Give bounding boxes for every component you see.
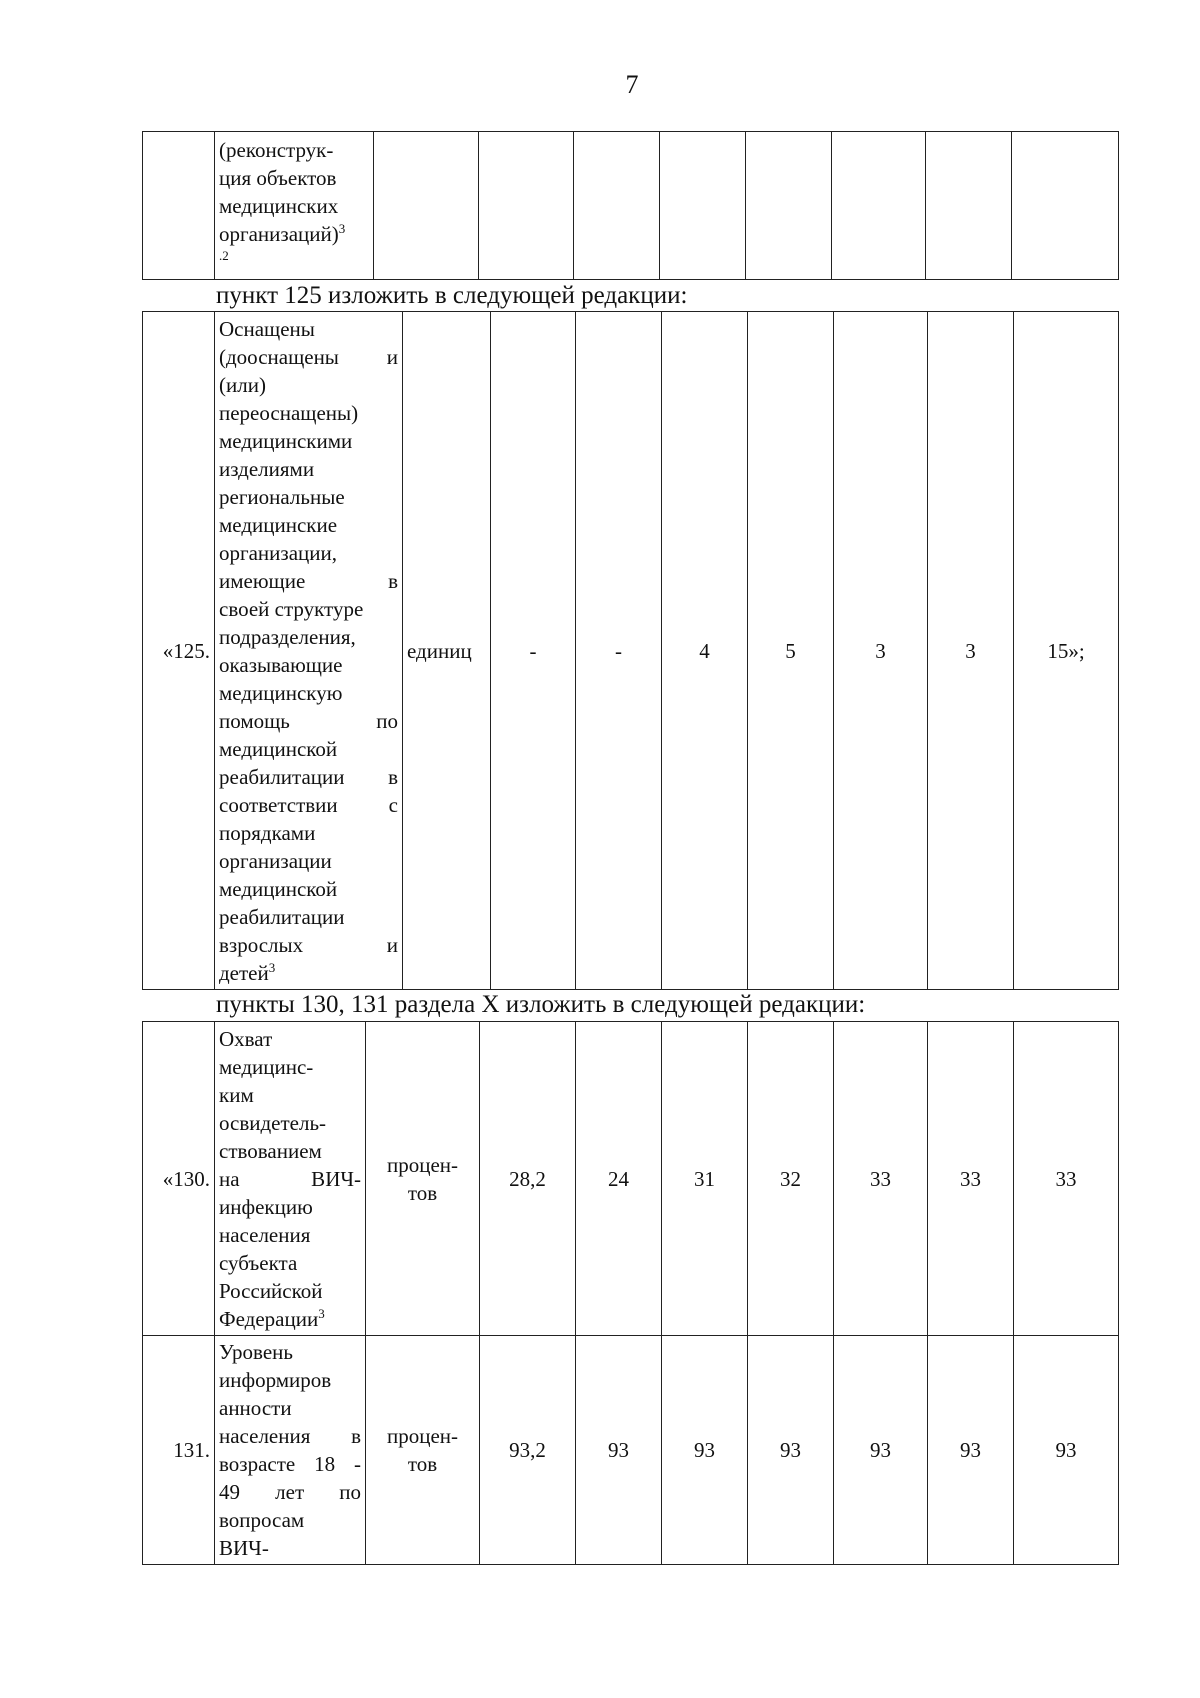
name-line: медицинскими	[219, 428, 353, 453]
value-cell: 93	[834, 1336, 928, 1565]
value-cell: 93	[748, 1336, 834, 1565]
name-line: населения	[219, 1222, 311, 1247]
name-line: информиров	[219, 1368, 332, 1392]
value-cell: 33	[928, 1022, 1014, 1336]
intro-text-125: пункт 125 изложить в следующей редакции:	[216, 282, 688, 309]
name-line: организаций)	[219, 221, 339, 246]
name-line: детей	[219, 960, 269, 985]
value-cell: 4	[662, 312, 748, 990]
name-line: изделиями	[219, 456, 315, 481]
row-number: «125.	[143, 312, 215, 990]
name-line: реабилитации	[219, 904, 345, 929]
name-line: взрослых и	[219, 932, 398, 957]
name-line: Федерации	[219, 1306, 319, 1331]
name-line: (или)	[219, 372, 266, 397]
name-line: освидетель-	[219, 1110, 327, 1135]
indicator-name-cell	[215, 1022, 366, 1336]
name-line: переоснащены)	[219, 400, 359, 425]
value-cell: 33	[1014, 1022, 1119, 1336]
name-line: (реконструк-	[219, 137, 334, 162]
name-line: соответствии с	[219, 792, 398, 817]
name-line: подразделения,	[219, 624, 356, 649]
name-line: региональные	[219, 484, 345, 509]
value-cell: 5	[748, 312, 834, 990]
table-row	[143, 132, 1119, 280]
name-line: медицинс-	[219, 1054, 314, 1079]
value-cell: 3	[928, 312, 1014, 990]
unit-line: процен-	[386, 1152, 459, 1177]
name-line: Российской	[219, 1278, 323, 1303]
value-cell: 15»;	[1014, 312, 1119, 990]
value-cell: -	[576, 312, 662, 990]
name-line: Уровень	[219, 1340, 293, 1364]
value-cell: 33	[834, 1022, 928, 1336]
table-cell	[832, 132, 926, 280]
table-rows-130-131	[142, 1021, 1119, 1565]
page-number: 7	[625, 70, 639, 99]
table-cell	[574, 132, 660, 280]
row-number: «130.	[143, 1022, 215, 1336]
footnote-tail: .2	[219, 247, 229, 263]
footnote-mark: 3	[318, 1305, 325, 1321]
value-cell: 3	[834, 312, 928, 990]
name-line: инфекцию	[219, 1194, 313, 1219]
name-line: медицинскую	[219, 680, 343, 705]
table-cell	[1012, 132, 1119, 280]
name-line: организации	[219, 848, 332, 873]
name-line: 49 лет по	[219, 1480, 361, 1504]
name-line: возрасте 18 -	[219, 1452, 361, 1476]
value-cell: 93	[576, 1336, 662, 1565]
name-line: ствованием	[219, 1138, 322, 1163]
unit-cell: единиц	[403, 312, 491, 990]
table-cell	[746, 132, 832, 280]
table-row	[143, 1336, 1119, 1565]
name-line: имеющие в	[219, 568, 398, 593]
unit-line: тов	[407, 1452, 438, 1476]
name-line: организации,	[219, 540, 337, 565]
unit-cell	[366, 1336, 480, 1565]
table-row	[143, 1022, 1119, 1336]
name-line: субъекта	[219, 1250, 298, 1275]
value-cell: 32	[748, 1022, 834, 1336]
value-cell: 28,2	[480, 1022, 576, 1336]
table-continuation	[142, 131, 1119, 280]
name-line: вопросам	[219, 1508, 305, 1532]
name-line: ким	[219, 1082, 254, 1107]
name-line: ция объектов	[219, 165, 337, 190]
name-line: порядками	[219, 820, 316, 845]
value-cell: 93	[1014, 1336, 1119, 1565]
name-line: медицинские	[219, 512, 338, 537]
unit-cell	[366, 1022, 480, 1336]
table-row	[143, 312, 1119, 990]
name-line: своей структуре	[219, 596, 364, 621]
name-line: Охват	[219, 1026, 273, 1051]
value-cell: 93	[662, 1336, 748, 1565]
value-cell: 31	[662, 1022, 748, 1336]
value-cell: 93	[928, 1336, 1014, 1565]
table-row-125	[142, 311, 1119, 990]
name-line: медицинских	[219, 193, 339, 218]
value-cell: 93,2	[480, 1336, 576, 1565]
name-line: населения в	[219, 1424, 361, 1448]
name-line: анности	[219, 1396, 292, 1420]
value-cell: 24	[576, 1022, 662, 1336]
value-cell: -	[491, 312, 576, 990]
indicator-name-cell	[215, 1336, 366, 1565]
table-cell	[374, 132, 479, 280]
table-cell	[926, 132, 1012, 280]
name-line: оказывающие	[219, 652, 343, 677]
row-number: 131.	[143, 1336, 215, 1565]
name-line: медицинской	[219, 736, 338, 761]
footnote-mark: 3	[268, 959, 276, 975]
name-line: на ВИЧ-	[219, 1166, 361, 1191]
table-cell	[479, 132, 574, 280]
unit-line: процен-	[386, 1424, 459, 1448]
indicator-name-cell	[215, 312, 403, 990]
name-line: помощь по	[219, 708, 398, 733]
table-cell	[143, 132, 215, 280]
name-line: Оснащены	[219, 316, 315, 341]
unit-line: тов	[407, 1180, 438, 1205]
name-line: реабилитации в	[219, 764, 398, 789]
indicator-name-cell	[215, 132, 374, 280]
name-line: (дооснащены и	[219, 344, 398, 369]
intro-text-130-131: пункты 130, 131 раздела X изложить в следующей редакции:	[216, 991, 866, 1018]
name-line: ВИЧ-	[219, 1536, 269, 1560]
table-cell	[660, 132, 746, 280]
name-line: медицинской	[219, 876, 338, 901]
footnote-mark: 3	[338, 220, 346, 236]
